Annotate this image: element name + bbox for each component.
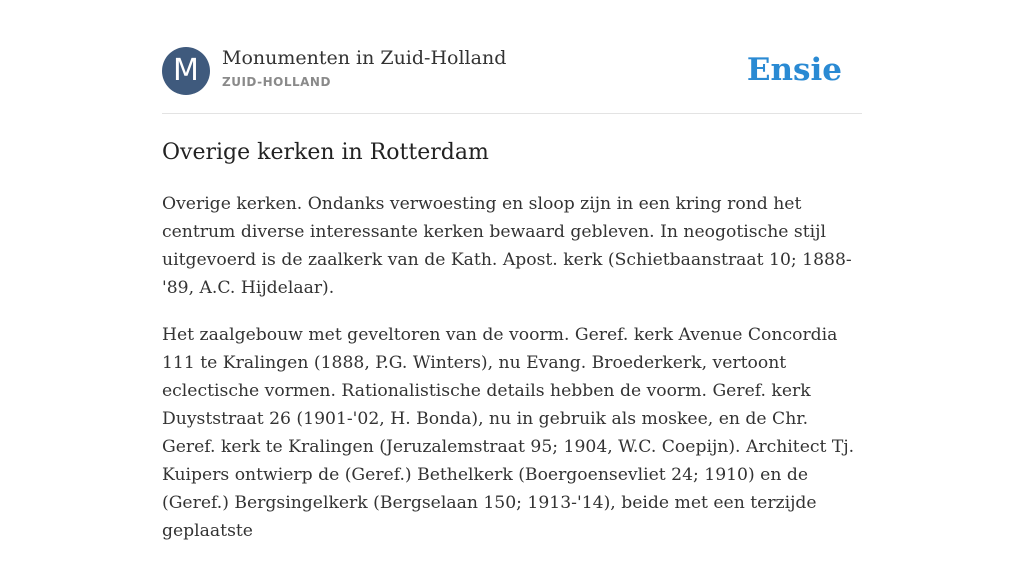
article-title: Overige kerken in Rotterdam — [162, 140, 489, 165]
article-body — [162, 190, 862, 564]
source-header — [162, 46, 862, 96]
avatar[interactable]: M — [162, 47, 210, 95]
ensie-logo[interactable]: Ensie — [746, 52, 842, 88]
article-paragraph: Overige kerken. Ondanks verwoesting en sloop zijn in een kring rond het centrum diverse interessante kerken bewaard gebleven. In neogotische stijl uitgevoerd is de zaalkerk van de Kath. Apost. kerk (Schietbaanstraat 10; 1888-'89, A.C. Hijdelaar). — [162, 194, 852, 298]
source-name-link[interactable]: Monumenten in Zuid-Holland — [222, 47, 507, 69]
header-divider — [162, 113, 862, 114]
source-region-label[interactable]: ZUID-HOLLAND — [222, 75, 331, 89]
article-paragraph: Het zaalgebouw met geveltoren van de voorm. Geref. kerk Avenue Concordia 111 te Kralingen (1888, P.G. Winters), nu Evang. Broederkerk, vertoont eclectische vormen. Rationalistische details hebben de voorm. Geref. kerk Duyststraat 26 (1901-'02, H. Bonda), nu in gebruik als moskee, en de Chr. Geref. kerk te Kralingen (Jeruzalemstraat 95; 1904, W.C. Coepijn). Architect Tj. Kuipers ontwierp de (Geref.) Bethelkerk (Boergoensevliet 24; 1910) en de (Geref.) Bergsingelkerk (Bergselaan 150; 1913-'14), beide met een terzijde geplaatste — [162, 325, 855, 541]
